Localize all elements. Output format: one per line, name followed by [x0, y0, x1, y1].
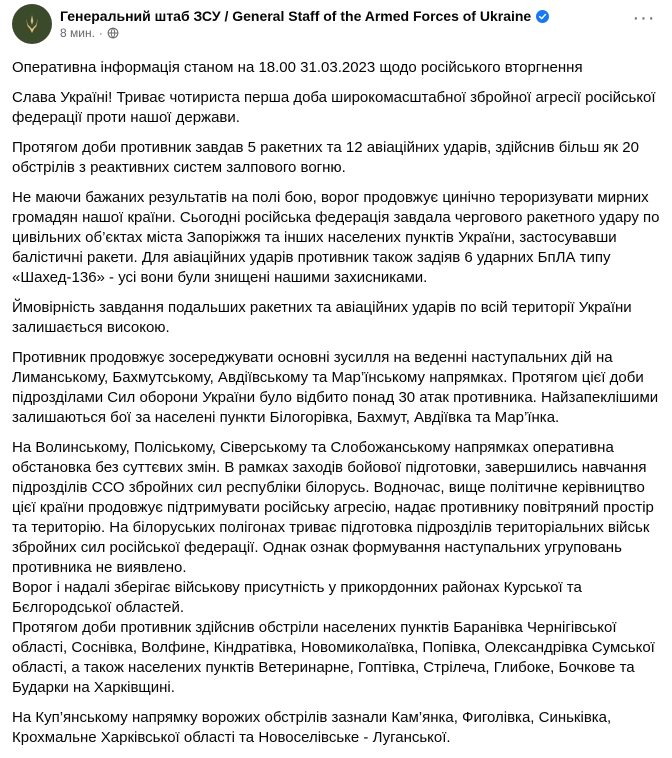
post-paragraph: На Волинському, Поліському, Сіверському та Слобожанському напрямках оперативна обстановка без суттєвих змін. В рамках заходів бойової підготовки, завершились навчання підрозділів ССО збройних сил республіки білорусь. Водночас, вище політичне керівництво цієї країни продовжує підтримувати російську агресію, надає противнику повітряний простір та територію. На білоруських полігонах триває підготовка підрозділів територіальних військ збройних сил російської федерації. Однак ознак формування наступальних угруповань противника не виявлено.: [12, 439, 654, 576]
post-paragraph: Оперативна інформація станом на 18.00 31.03.2023 щодо російського вторгнення: [12, 59, 583, 76]
verified-badge-icon: [536, 10, 549, 23]
globe-icon[interactable]: [107, 27, 119, 39]
more-options-button[interactable]: ···: [632, 6, 656, 29]
post-paragraph: Протягом доби противник здійснив обстріли населених пунктів Баранівка Чернігівської області, Соснівка, Волфине, Кіндратівка, Новомиколаївка, Попівка, Олександрівка Сумської області, а також населених пунктів Ветеринарне, Гоптівка, Стрілеча, Глибоке, Бочкове та Бударки на Харківщині.: [12, 619, 655, 696]
post-paragraph: Протягом доби противник завдав 5 ракетних та 12 авіаційних ударів, здійснив більш як 20 обстрілів з реактивних систем залпового вогню.: [12, 139, 639, 176]
post-paragraph: Ворог і надалі зберігає військову присутність у прикордонних районах Курської та Бєлгородської областей.: [12, 579, 582, 616]
post-paragraph: Не маючи бажаних результатів на полі бою, ворог продовжує цинічно тероризувати мирних громадян нашої країни. Сьогодні російська федерація завдала чергового ракетного удару по цивільних об’єктах міста Запоріжжя та інших населених пунктів України, застосувавши балістичні ракети. Для авіаційних ударів противник також задіяв 6 ударних БпЛА типу «Шахед-136» - усі вони були знищені нашими захисниками.: [12, 189, 660, 286]
post-paragraph: Противник продовжує зосереджувати основні зусилля на веденні наступальних дій на Лиманському, Бахмутському, Авдіївському та Мар’їнському напрямках. Протягом цієї доби підрозділами Сил оборони України було відбито понад 30 атак противника. Найзапеклішими залишаються бої за населені пункти Білогорівка, Бахмут, Авдіївка та Мар’їнка.: [12, 349, 659, 426]
separator-dot: ·: [98, 26, 103, 40]
post-header: [12, 4, 549, 46]
post-timestamp[interactable]: 8 мин.: [60, 26, 95, 40]
post-paragraph: Ймовірність завдання подальших ракетних та авіаційних ударів по всій території України залишається високою.: [12, 299, 632, 336]
post-paragraph: Слава Україні! Триває чотириста перша доба широкомасштабної збройної агресії російської федерації проти нашої держави.: [12, 89, 656, 126]
post-body: [12, 58, 662, 758]
avatar[interactable]: [12, 4, 52, 44]
trident-emblem-icon: [20, 12, 44, 36]
post-paragraph: На Куп’янському напрямку ворожих обстрілів зазнали Кам’янка, Фиголівка, Синьківка, Крохмальне Харківської області та Новоселівське - Луганської.: [12, 709, 612, 746]
post-meta: [60, 4, 549, 40]
author-name[interactable]: Генеральний штаб ЗСУ / General Staff of the Armed Forces of Ukraine: [60, 8, 532, 24]
